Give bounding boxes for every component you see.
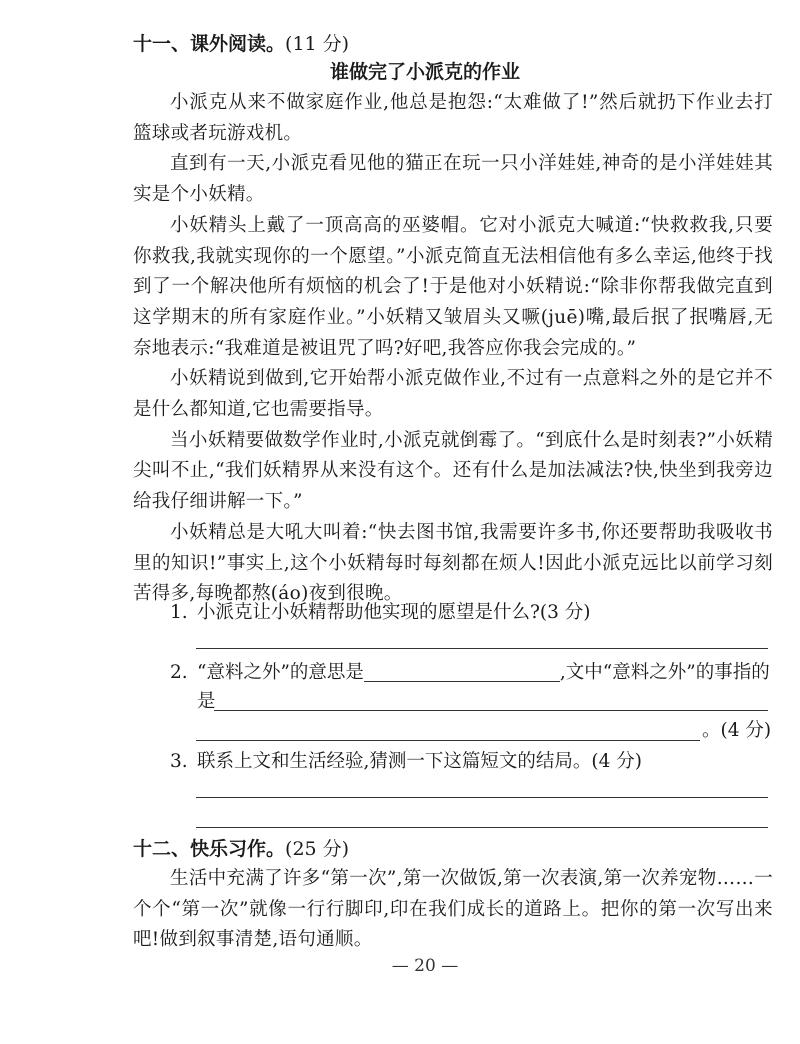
answer-line-q3-b[interactable]: [196, 827, 768, 828]
story-title: 谁做完了小派克的作业: [329, 61, 520, 83]
story-body: [133, 88, 773, 610]
question-2-points: 。(4 分): [702, 720, 772, 741]
composition-prompt: 生活中充满了许多“第一次”,第一次做饭,第一次表演,第一次养宠物……一个个“第一次”就像一行行脚印,印在我们成长的道路上。把你的第一次写出来吧!做到叙事清楚,语句通顺。: [133, 868, 773, 951]
answer-line-q3-a[interactable]: [196, 797, 768, 798]
question-1-number: 1.: [170, 602, 188, 623]
section-11-heading: [133, 31, 349, 57]
story-paragraph: 小妖精总是大吼大叫着:“快去图书馆,我需要许多书,你还要帮助我吸收书里的知识!”事实上,这个小妖精每时每刻都在烦人!因此小派克远比以前学习刻苦得多,每晚都熬(áo)夜到很晚。: [133, 521, 773, 605]
section-11-name: 课外阅读。: [190, 33, 286, 55]
answer-blank-meaning[interactable]: [364, 661, 560, 682]
composition-prompt-block: [133, 864, 773, 956]
section-11-prefix: 十一、: [133, 33, 191, 55]
question-2-line2: [197, 689, 216, 715]
question-2-part2: ,文中“意料之外”的事指的: [559, 662, 770, 683]
story-paragraph: 小妖精说到做到,它开始帮小派克做作业,不过有一点意料之外的是它并不是什么都知道,它也需要指导。: [133, 368, 773, 421]
story-paragraph: 小妖精头上戴了一顶高高的巫婆帽。它对小派克大喊道:“快救救我,只要你救我,我就实现你的一个愿望。”小派克简直无法相信他有多么幸运,他终于找到了一个解决他所有烦恼的机会了!于是他对小妖精说:“除非你帮我做完直到这学期末的所有家庭作业。”小妖精又皱眉头又噘(juē)嘴,最后抿了抿嘴唇,无奈地表示:“我难道是被诅咒了吗?好吧,我答应你我会完成的。”: [133, 214, 773, 359]
story-paragraph: 直到有一天,小派克看见他的猫正在玩一只小洋娃娃,神奇的是小洋娃娃其实是个小妖精。: [133, 153, 773, 206]
question-1: [170, 600, 591, 626]
question-3-number: 3.: [170, 751, 188, 772]
section-11-points: (11 分): [285, 33, 350, 55]
answer-line-q2-a[interactable]: [214, 710, 768, 711]
question-2-number: 2.: [170, 662, 188, 683]
section-12-name: 快乐习作。: [190, 838, 286, 860]
answer-line-q2-b[interactable]: [196, 740, 700, 741]
question-1-text: 小派克让小妖精帮助他实现的愿望是什么?(3 分): [197, 602, 591, 623]
story-paragraph: 当小妖精要做数学作业时,小派克就倒霉了。“到底什么是时刻表?”小妖精尖叫不止,“我们妖精界从来没有这个。还有什么是加法减法?快,快坐到我旁边给我仔细讲解一下。”: [133, 429, 773, 513]
story-paragraph: 小派克从来不做家庭作业,他总是抱怨:“太难做了!”然后就扔下作业去打篮球或者玩游戏机。: [133, 92, 773, 144]
question-2: [170, 660, 770, 686]
question-3-text: 联系上文和生活经验,猜测一下这篇短文的结局。(4 分): [197, 751, 642, 772]
section-12-points: (25 分): [285, 838, 350, 860]
question-3: [170, 749, 642, 775]
question-2-part3: 是: [197, 691, 216, 712]
question-2-part1: “意料之外”的意思是: [197, 662, 364, 683]
answer-line-q1[interactable]: [196, 648, 768, 649]
section-12-heading: [133, 836, 349, 862]
page-number: — 20 —: [391, 956, 459, 976]
section-12-prefix: 十二、: [133, 838, 191, 860]
